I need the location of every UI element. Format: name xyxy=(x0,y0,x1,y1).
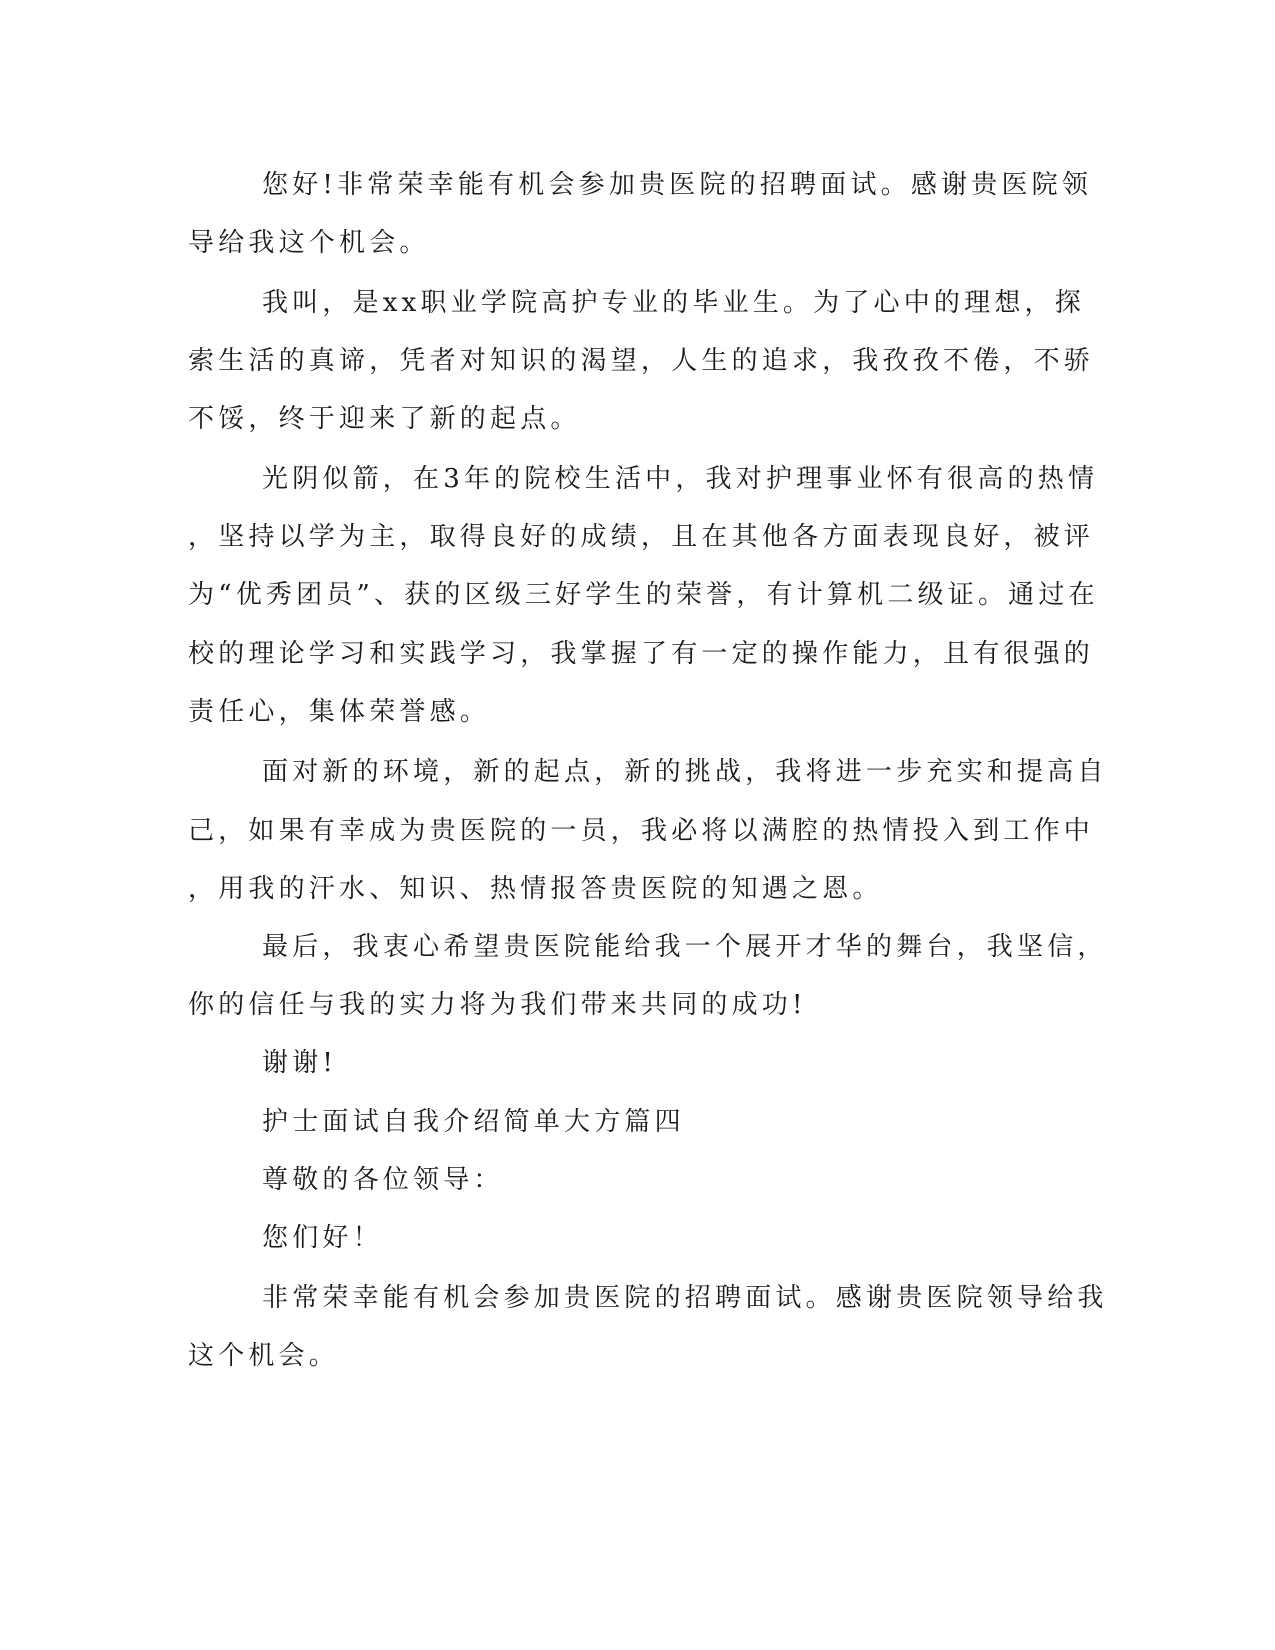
paragraph-3-line-1: 光阴似箭，在3年的院校生活中，我对护理事业怀有很高的热情 xyxy=(262,464,1099,494)
paragraph-2-line-2: 索生活的真谛，凭者对知识的渴望，人生的追求，我孜孜不倦，不骄 xyxy=(188,346,1095,376)
paragraph-3-line-4: 校的理论学习和实践学习，我掌握了有一定的操作能力，且有很强的 xyxy=(188,639,1095,669)
paragraph-2-line-3: 不馁，终于迎来了新的起点。 xyxy=(188,404,581,434)
paragraph-6-line-1: 非常荣幸能有机会参加贵医院的招聘面试。感谢贵医院领导给我 xyxy=(262,1283,1108,1313)
salutation: 尊敬的各位领导： xyxy=(262,1165,504,1195)
thanks-line: 谢谢! xyxy=(262,1048,338,1078)
paragraph-1-line-1: 您好!非常荣幸能有机会参加贵医院的招聘面试。感谢贵医院领 xyxy=(262,170,1093,200)
paragraph-3-line-3: 为“优秀团员”、获的区级三好学生的荣誉，有计算机二级证。通过在 xyxy=(188,580,1099,610)
paragraph-5-line-1: 最后，我衷心希望贵医院能给我一个展开才华的舞台，我坚信， xyxy=(262,932,1108,962)
paragraph-4-line-3: ，用我的汗水、知识、热情报答贵医院的知遇之恩。 xyxy=(188,874,883,904)
paragraph-3-line-5: 责任心，集体荣誉感。 xyxy=(188,697,491,727)
paragraph-1-line-2: 导给我这个机会。 xyxy=(188,228,430,258)
paragraph-5-line-2: 你的信任与我的实力将为我们带来共同的成功! xyxy=(188,990,807,1020)
paragraph-4-line-2: 己，如果有幸成为贵医院的一员，我必将以满腔的热情投入到工作中 xyxy=(188,816,1095,846)
paragraph-2-line-1: 我叫，是xx职业学院高护专业的毕业生。为了心中的理想，探 xyxy=(262,288,1085,318)
paragraph-4-line-1: 面对新的环境，新的起点，新的挑战，我将进一步充实和提高自 xyxy=(262,757,1108,787)
paragraph-6-line-2: 这个机会。 xyxy=(188,1341,340,1371)
paragraph-3-line-2: ，坚持以学为主，取得良好的成绩，且在其他各方面表现良好，被评 xyxy=(188,522,1095,552)
greeting: 您们好！ xyxy=(262,1223,383,1253)
section-heading: 护士面试自我介绍简单大方篇四 xyxy=(262,1107,685,1137)
